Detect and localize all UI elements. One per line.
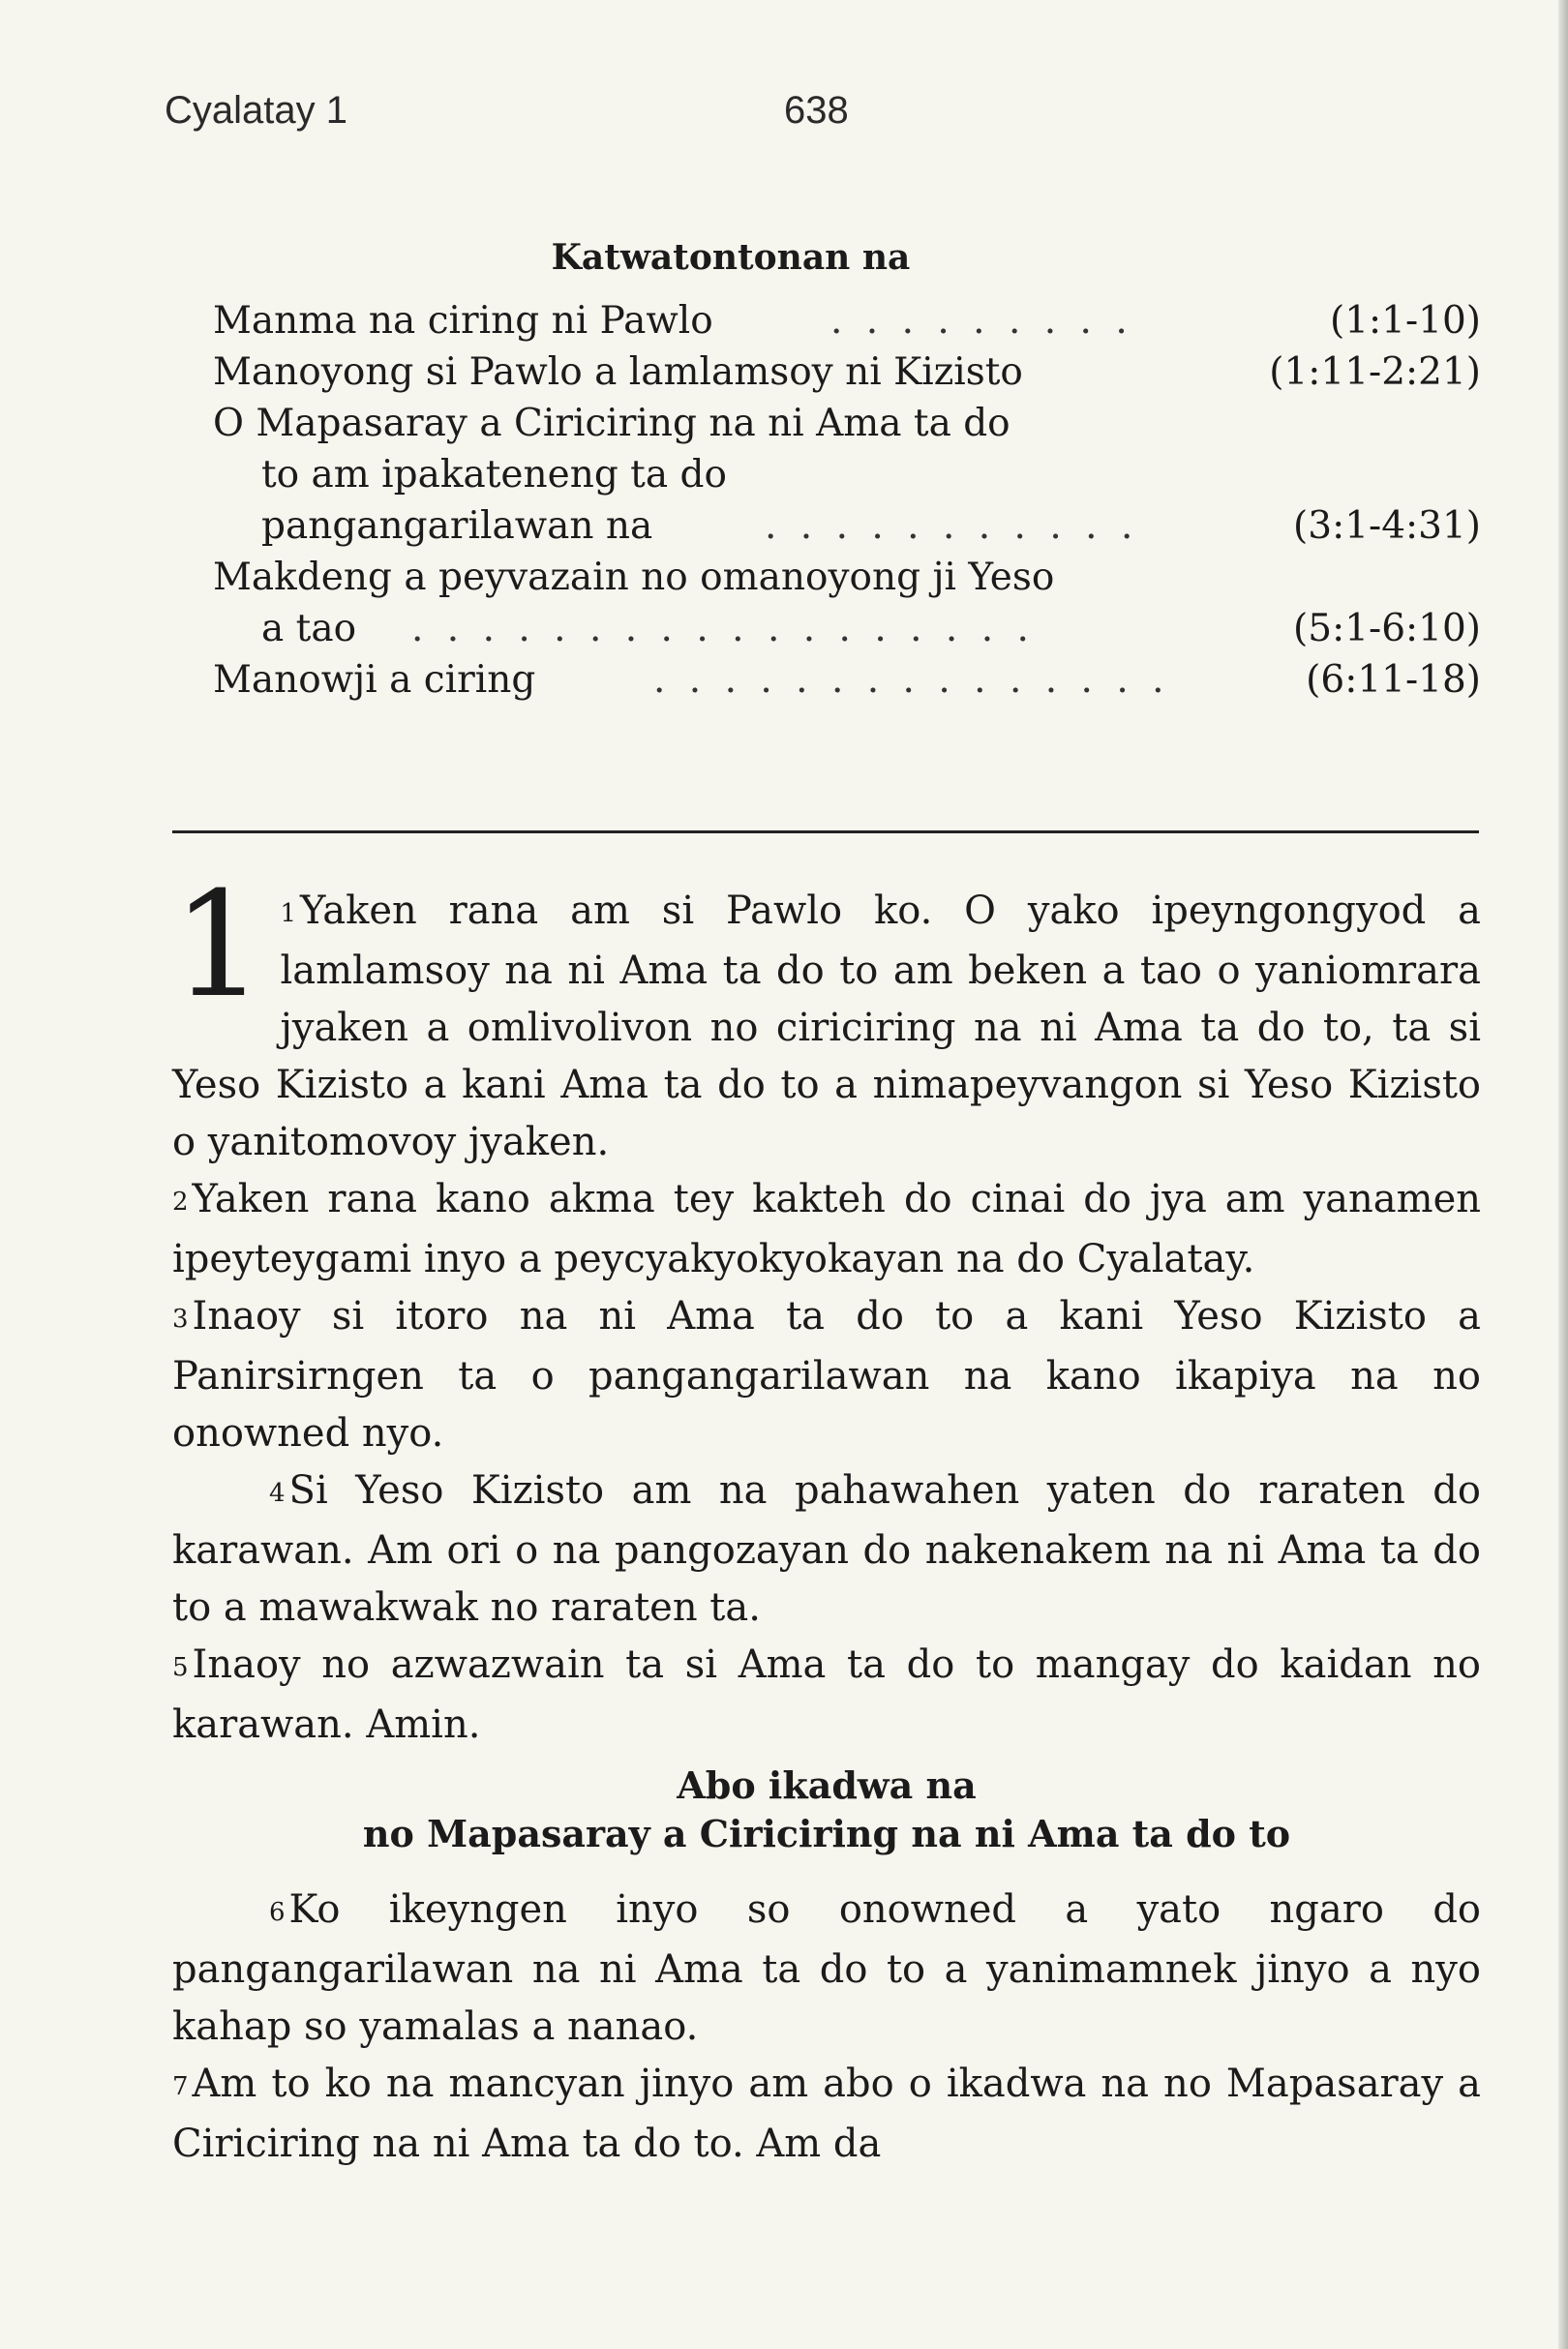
outline-row <box>213 552 1481 603</box>
verse-text: Yaken rana kano akma tey kakteh do cinai do jya am yanamen ipeyteygami inyo a peycyakyokyokayan na do Cyalatay. <box>172 1177 1481 1281</box>
section-heading <box>172 1762 1481 1858</box>
verse <box>172 1637 1481 1754</box>
verse <box>172 1882 1481 2056</box>
verse-number: 5 <box>172 1653 189 1682</box>
outline-reference: (1:11-2:21) <box>1269 350 1481 394</box>
outline-row <box>213 449 1481 500</box>
outline-leaders: . . . . . . . . . . . . . . . <box>653 658 1170 702</box>
verse-number: 1 <box>280 899 296 928</box>
page-number: 638 <box>784 89 849 132</box>
verse <box>172 2056 1481 2173</box>
section-divider <box>172 830 1479 833</box>
outline-title: Katwatontonan na <box>551 237 911 278</box>
outline-label: Manowji a ciring <box>213 658 536 702</box>
verse-text: Si Yeso Kizisto am na pahawahen yaten do raraten do karawan. Am ori o na pangozayan do nakenakem na ni Ama ta do to a mawakwak no raraten ta. <box>172 1468 1481 1630</box>
section-heading-line: no Mapasaray a Ciriciring na ni Ama ta do to <box>362 1812 1291 1855</box>
outline-leaders: . . . . . . . . . . . <box>765 504 1139 548</box>
outline <box>213 237 1481 706</box>
verse <box>172 861 1481 1171</box>
verse-text: Inaoy no azwazwain ta si Ama ta do to mangay do kaidan no karawan. Amin. <box>172 1642 1481 1747</box>
chapter-body <box>172 861 1481 2173</box>
verse <box>172 1288 1481 1462</box>
page-edge <box>1558 0 1568 2349</box>
verse-text: Yaken rana am si Pawlo ko. O yako ipeyngongyod a lamlamsoy na ni Ama ta do to am beken a tao o yaniomrara jyaken a omlivolivon no ciriciring na ni Ama ta do to, ta si Yeso Kizisto a kani Ama ta do to a nimapeyvangon si Yeso Kizisto o yanitomovoy jyaken. <box>172 888 1481 1164</box>
outline-label: pangangarilawan na <box>261 504 653 548</box>
verse-text: Ko ikeyngen inyo so onowned a yato ngaro do pangangarilawan na ni Ama ta do to a yanimamnek jinyo a nyo kahap so yamalas a nanao. <box>172 1887 1481 2049</box>
verse-text: Inaoy si itoro na ni Ama ta do to a kani Yeso Kizisto a Panirsirngen ta o pangangarilawan na kano ikapiya na no onowned nyo. <box>172 1294 1481 1456</box>
verse <box>172 1171 1481 1288</box>
verse <box>172 1462 1481 1637</box>
outline-label: Manoyong si Pawlo a lamlamsoy ni Kizisto <box>213 350 1023 394</box>
outline-row <box>213 346 1481 398</box>
outline-leaders: . . . . . . . . . . . . . . . . . . <box>411 607 1035 650</box>
outline-row <box>213 500 1481 552</box>
verse-number: 6 <box>269 1898 286 1927</box>
outline-label: Manma na ciring ni Pawlo <box>213 299 713 343</box>
outline-row <box>213 398 1481 449</box>
outline-row <box>213 654 1481 706</box>
verse-number: 7 <box>172 2072 189 2101</box>
verse-number: 3 <box>172 1305 189 1334</box>
outline-label: a tao <box>261 607 357 650</box>
verse-text: Am to ko na mancyan jinyo am abo o ikadwa na no Mapasaray a Ciriciring na ni Ama ta do to. Am da <box>172 2062 1481 2166</box>
outline-row <box>213 295 1481 346</box>
book-title: Cyalatay 1 <box>165 89 347 132</box>
chapter-number: 1 <box>172 861 265 1030</box>
running-head <box>165 89 1413 147</box>
verse-number: 4 <box>269 1479 286 1508</box>
outline-reference: (5:1-6:10) <box>1293 607 1481 650</box>
outline-leaders: . . . . . . . . . <box>830 299 1133 343</box>
outline-reference: (6:11-18) <box>1306 658 1481 702</box>
outline-row <box>213 603 1481 654</box>
outline-label: O Mapasaray a Ciriciring na ni Ama ta do <box>213 402 1010 445</box>
outline-label: to am ipakateneng ta do <box>261 453 727 497</box>
verse-number: 2 <box>172 1188 189 1217</box>
outline-reference: (3:1-4:31) <box>1293 504 1481 548</box>
outline-label: Makdeng a peyvazain no omanoyong ji Yeso <box>213 556 1055 599</box>
section-heading-line: Abo ikadwa na <box>677 1763 977 1807</box>
outline-reference: (1:1-10) <box>1330 299 1481 343</box>
